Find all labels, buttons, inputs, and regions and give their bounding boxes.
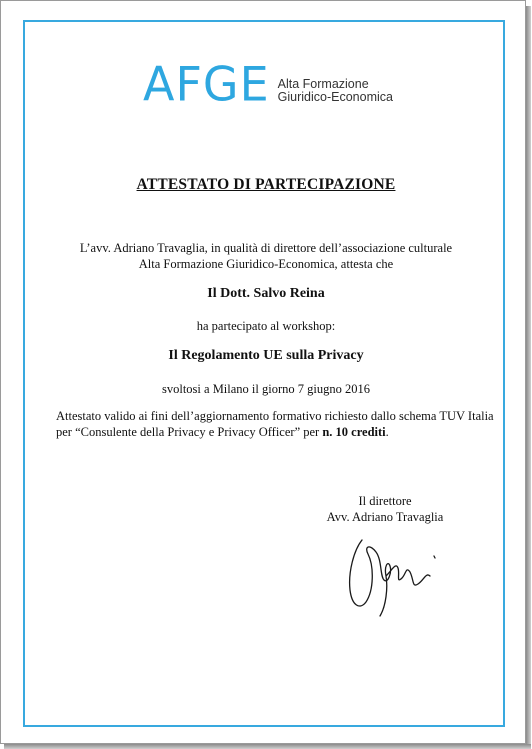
- page-shadow-bottom: [4, 744, 531, 749]
- intro-paragraph: [30, 240, 502, 272]
- signatory-block: [290, 493, 480, 525]
- participated-text: ha partecipato al workshop:: [196, 319, 336, 333]
- event-date: svoltosi a Milano il giorno 7 giugno 2016: [162, 382, 370, 396]
- validity-paragraph: [56, 408, 496, 440]
- logo-line-1: Alta Formazione: [277, 77, 369, 91]
- validity-text: Attestato valido ai fini dell’aggiornamento formativo richiesto dallo schema TUV Italia per “Consulente della Privacy e Privacy Officer” per: [56, 409, 494, 439]
- recipient-name: Il Dott. Salvo Reina: [207, 286, 325, 301]
- intro-line-2: Alta Formazione Giuridico-Economica, attesta che: [138, 257, 394, 271]
- intro-line-1: L’avv. Adriano Travaglia, in qualità di direttore dell’associazione culturale: [79, 241, 453, 255]
- handwritten-signature: [340, 532, 440, 620]
- validity-credits: n. 10 crediti: [322, 425, 386, 439]
- certificate-title: ATTESTATO DI PARTECIPAZIONE: [136, 176, 396, 193]
- signatory-name: Avv. Adriano Travaglia: [326, 510, 444, 524]
- logo-line-2: Giuridico-Economica: [277, 90, 393, 104]
- signatory-role: Il direttore: [358, 494, 412, 508]
- afge-logo: [143, 58, 393, 110]
- page-shadow-right: [526, 6, 531, 746]
- logo-mark: AFGE: [143, 56, 270, 112]
- logo-text: [278, 64, 393, 104]
- certificate-border: [23, 20, 505, 727]
- workshop-title: Il Regolamento UE sulla Privacy: [168, 348, 364, 363]
- validity-end: .: [385, 425, 389, 439]
